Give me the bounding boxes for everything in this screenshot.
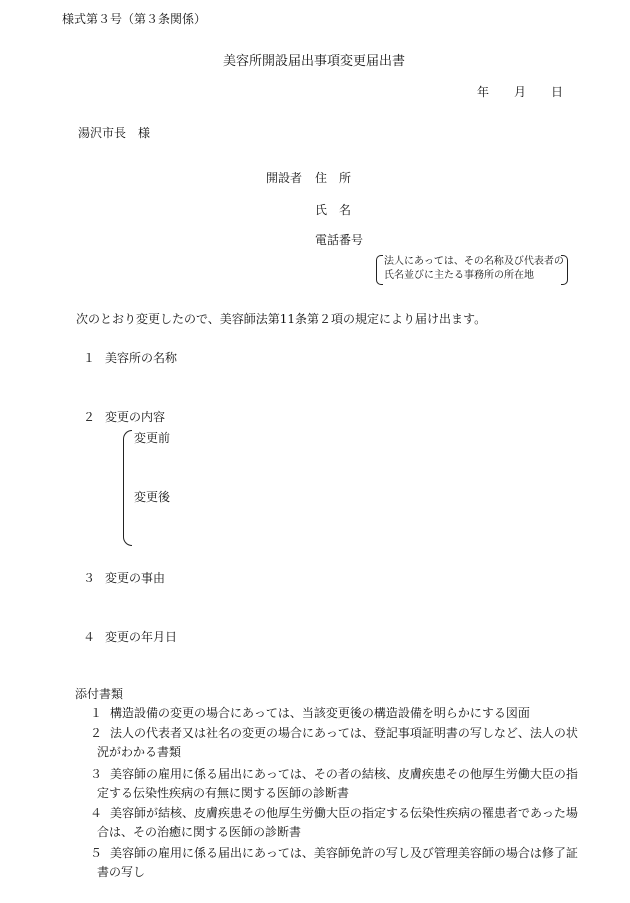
item-4-label: 変更の年月日 — [105, 630, 178, 644]
date-day: 日 — [551, 85, 564, 99]
change-before-label: 変更前 — [134, 431, 171, 445]
change-content-brace — [123, 430, 132, 546]
attachment-2-text: 法人の代表者又は社名の変更の場合にあっては、登記事項証明書の写しなど、法人の状 — [110, 726, 578, 740]
attachment-1-text: 構造設備の変更の場合にあっては、当該変更後の構造設備を明らかにする図面 — [110, 706, 530, 720]
attachment-3-text: 美容師の雇用に係る届出にあっては、その者の結核、皮膚疾患その他厚生労働大臣の指 — [110, 767, 578, 781]
item-3-label: 変更の事由 — [105, 571, 166, 585]
note-bracket-left — [376, 255, 383, 285]
addressee: 湯沢市長 様 — [78, 126, 151, 140]
change-after-label: 変更後 — [134, 490, 171, 504]
applicant-label: 開設者 — [266, 171, 303, 185]
applicant-address-label: 住 所 — [315, 171, 352, 185]
applicant-note-line1: 法人にあっては、その名称及び代表者の — [384, 256, 564, 267]
item-1-label: 美容所の名称 — [105, 351, 178, 365]
attachment-3-text-cont: 定する伝染性疾病の有無に関する医師の診断書 — [97, 786, 350, 800]
attachment-5-text-cont: 書の写し — [97, 865, 146, 879]
applicant-phone-label: 電話番号 — [315, 233, 364, 247]
item-2-label: 変更の内容 — [105, 410, 166, 424]
item-3-number: ３ — [83, 571, 96, 585]
item-1-number: １ — [83, 351, 96, 365]
applicant-name-label: 氏 名 — [315, 203, 352, 217]
attachment-4-number: ４ — [90, 806, 103, 820]
attachment-4-text-cont: 合は、その治癒に関する医師の診断書 — [97, 825, 302, 839]
form-number: 様式第３号（第３条関係） — [62, 12, 207, 26]
attachment-5-text: 美容師の雇用に係る届出にあっては、美容師免許の写し及び管理美容師の場合は修了証 — [110, 846, 578, 860]
attachment-2-number: ２ — [90, 726, 103, 740]
attachment-1-number: １ — [90, 706, 103, 720]
applicant-note-line2: 氏名並びに主たる事務所の所在地 — [384, 270, 534, 281]
date-year: 年 — [477, 85, 490, 99]
statement: 次のとおり変更したので、美容師法第11条第２項の規定により届け出ます。 — [76, 312, 487, 326]
date-month: 月 — [514, 85, 527, 99]
attachment-3-number: ３ — [90, 767, 103, 781]
attachments-heading: 添付書類 — [75, 687, 124, 701]
document-title: 美容所開設届出事項変更届出書 — [223, 54, 406, 69]
attachment-2-text-cont: 況がわかる書類 — [97, 745, 182, 759]
attachment-5-number: ５ — [90, 846, 103, 860]
attachment-4-text: 美容師が結核、皮膚疾患その他厚生労働大臣の指定する伝染性疾病の罹患者であった場 — [110, 806, 578, 820]
item-2-number: ２ — [83, 410, 96, 424]
item-4-number: ４ — [83, 630, 96, 644]
